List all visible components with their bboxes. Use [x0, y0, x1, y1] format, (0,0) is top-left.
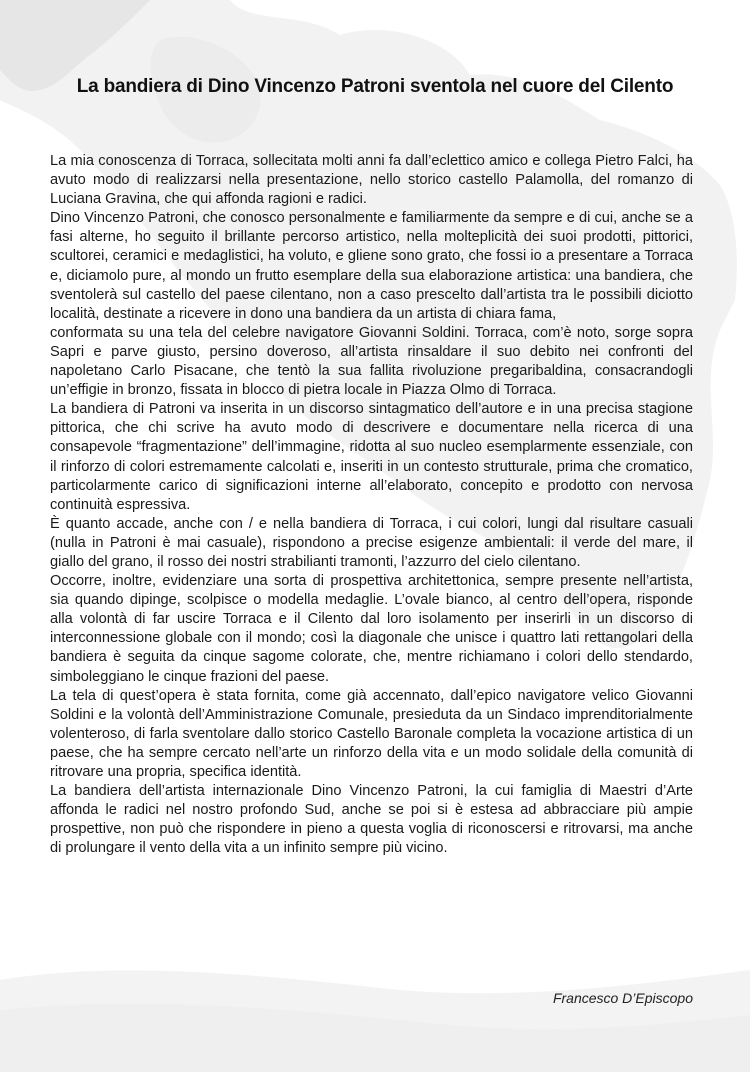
paragraph: La mia conoscenza di Torraca, sollecitata molti anni fa dall’eclettico amico e collega Pietro Falci, ha avuto modo di realizzarsi nella presentazione, nello storico castello Palamolla, del romanzo di Luciana Gravina, che qui affonda ragioni e radici.: [50, 153, 693, 208]
paragraph: È quanto accade, anche con / e nella bandiera di Torraca, i cui colori, lungi dal risultare casuali (nulla in Patroni è mai casuale), rispondono a precise esigenze ambientali: il verde del mare, il giallo del grano, il rosso dei nostri strabilianti tramonti, l’azzurro del cielo cilentano.: [50, 515, 693, 570]
page-title: La bandiera di Dino Vincenzo Patroni sventola nel cuore del Cilento: [76, 76, 674, 97]
paragraph: La bandiera dell’artista internazionale Dino Vincenzo Patroni, la cui famiglia di Maestri d’Arte affonda le radici nel nostro profondo Sud, anche se poi si è estesa ad abbracciare più ampie prospettive, non può che rispondere in pieno a questa voglia di riconoscersi e ritrovarsi, ma anche di prolungare il vento della vita a un infinito sempre più vicino.: [50, 783, 693, 857]
paragraph: La bandiera di Patroni va inserita in un discorso sintagmatico dell’autore e in una precisa stagione pittorica, che chi scrive ha avuto modo di descrivere e documentare nella ricerca di una consapevole “fragmentazione” dell’immagine, ridotta al suo nucleo esemplarmente essenziale, con il rinforzo di colori estremamente calcolati e, inseriti in un contesto strutturale, prima che cromatico, particolarmente carico di significazioni interne all’elaborato, concepito e prodotto con nervosa continuità espressiva.: [50, 401, 693, 513]
article-body: [50, 152, 693, 858]
paragraph: conformata su una tela del celebre navigatore Giovanni Soldini. Torraca, com’è noto, sorge sopra Sapri e parve giusto, persino doveroso, all’artista rinsaldare il suo debito nei confronti del napoletano Carlo Pisacane, che tentò la sua fallita rivoluzione pregaribaldina, consacrandogli un’effigie in bronzo, fissata in blocco di pietra locale in Piazza Olmo di Torraca.: [50, 324, 693, 399]
paragraph: Dino Vincenzo Patroni, che conosco personalmente e familiarmente da sempre e di cui, anche se a fasi alterne, ho seguito il brillante percorso artistico, nella molteplicità dei suoi prodotti, pittorici, scultorei, ceramici e medaglistici, ha voluto, e gliene sono grato, che fossi io a presentare a Torraca e, diciamolo pure, al mondo un frutto esemplare della sua elaborazione artistica: una bandiera, che sventolerà sul castello del paese cilentano, non a caso prescelto dall’artista tra le possibili diciotto località, destinate a ricevere in dono una bandiera da un artista di chiara fama,: [50, 210, 693, 322]
paragraph: La tela di quest’opera è stata fornita, come già accennato, dall’epico navigatore velico Giovanni Soldini e la volontà dell’Amministrazione Comunale, presieduta da un Sindaco imprenditorialmente volenteroso, di farla sventolare dallo storico Castello Baronale completa la vocazione artistica di un paese, che ha sempre cercato nell’arte un rinforzo della vita e un modo solidale della comunità di ritrovare una propria, specifica identità.: [50, 687, 693, 780]
paragraph: Occorre, inoltre, evidenziare una sorta di prospettiva architettonica, sempre presente nell’artista, sia quando dipinge, scolpisce o modella medaglie. L’ovale bianco, al centro dell’opera, risponde alla volontà di far uscire Torraca e il Cilento dal loro isolamento per inserirli in un discorso di interconnessione globale con il mondo; così la diagonale che unisce i quattro lati rettangolari della bandiera è seguita da cinque sagome colorate, che, mentre richiamano i colori dello stendardo, simboleggiano le cinque frazioni del paese.: [50, 573, 693, 685]
author-signature: Francesco D’Episcopo: [552, 990, 693, 1006]
